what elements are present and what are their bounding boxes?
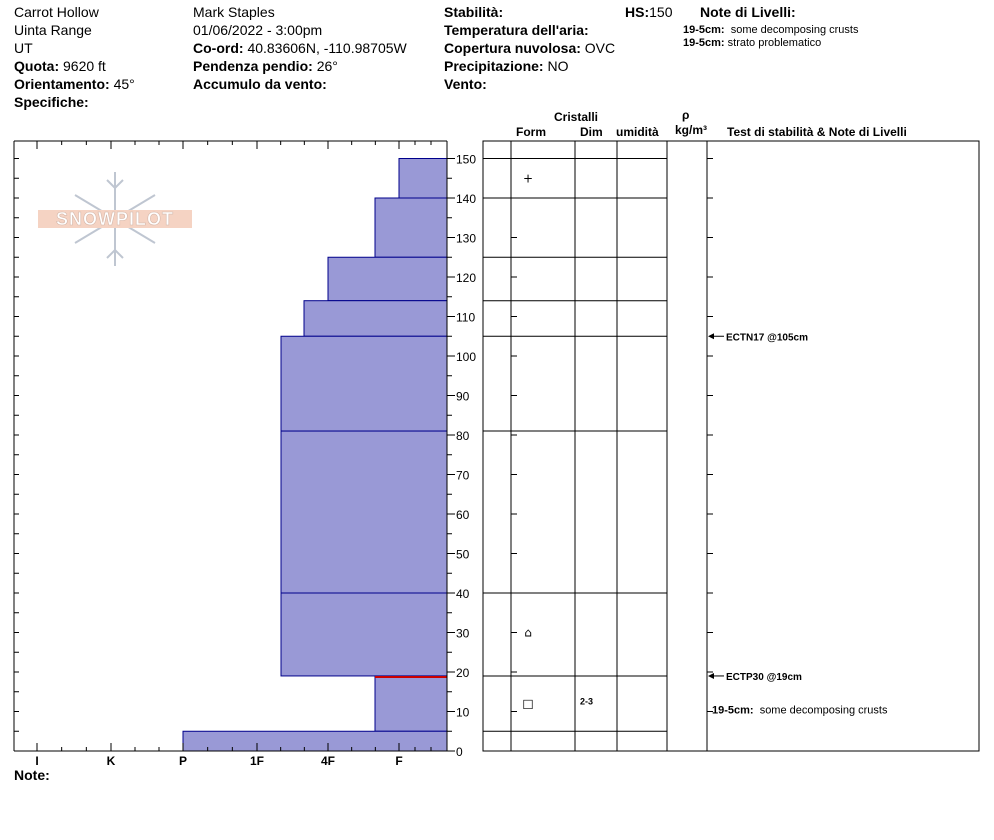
height-tick-label: 120 (456, 271, 477, 285)
layer-note-entry (712, 705, 888, 717)
height-tick-label: 50 (456, 547, 470, 562)
layer-note-2-label: 19-5cm: (683, 37, 725, 49)
tests-header: Test di stabilità & Note di Livelli (727, 125, 907, 139)
layer-note-entry-text: some decomposing crusts (753, 704, 888, 717)
cloud-value: OVC (584, 40, 616, 56)
form-header: Form (516, 125, 546, 139)
height-tick-label: 100 (456, 350, 477, 364)
hardness-layer-bar (399, 159, 447, 199)
stability-test-arrow-head (708, 333, 714, 339)
layer-note-2-text: strato problematico (727, 37, 822, 49)
height-tick-label: 40 (456, 587, 470, 601)
hs-label: HS: (625, 4, 650, 20)
hardness-tick-label: P (178, 754, 188, 768)
hardness-tick-label: K (106, 754, 116, 768)
hardness-layer-bar (281, 431, 447, 593)
notes-label: Note: (14, 767, 50, 783)
location: Carrot Hollow (14, 4, 99, 20)
grain-form-symbol: + (522, 171, 534, 186)
hs-value: 150 (649, 4, 673, 20)
layer-note-entry-label: 19-5cm: (712, 704, 754, 717)
elevation-label: Quota: (14, 58, 60, 74)
layer-note-1-text: some decomposing crusts (730, 24, 859, 36)
wind-loading-label: Accumulo da vento: (193, 76, 327, 92)
observer: Mark Staples (193, 4, 275, 20)
slope-value: 26° (316, 58, 338, 74)
state: UT (14, 40, 33, 56)
snowpilot-logo (38, 172, 192, 266)
hardness-tick-label: 1F (249, 754, 265, 768)
layer-notes-title: Note di Livelli: (700, 4, 796, 20)
grain-size-label: 2-3 (580, 696, 594, 707)
grain-form-symbol: □ (522, 696, 534, 711)
hardness-layer-bar (375, 198, 447, 257)
aspect-label: Orientamento: (14, 76, 110, 92)
range: Uinta Range (14, 22, 92, 38)
hardness-tick-label: I (35, 754, 39, 768)
aspect-value: 45° (113, 76, 135, 92)
stability-label: Stabilità: (444, 4, 504, 20)
elevation-value: 9620 ft (63, 58, 106, 74)
rho-header: ρ (682, 108, 690, 122)
hardness-tick-label: 4F (320, 754, 336, 768)
air-temp-label: Temperatura dell'aria: (444, 22, 589, 38)
height-tick-label: 60 (456, 508, 470, 522)
size-header: Dim (580, 125, 603, 139)
hardness-layer-bar (304, 301, 447, 337)
height-tick-label: 80 (456, 429, 470, 443)
height-tick-label: 20 (456, 666, 470, 680)
hardness-layer-bar (183, 731, 447, 751)
table-frame (483, 141, 979, 751)
hardness-layer-bar (281, 593, 447, 676)
coord-value: 40.83606N, -110.98705W (247, 40, 407, 56)
hardness-tick-label: F (395, 754, 403, 768)
density-header: kg/m³ (675, 123, 708, 137)
height-tick-label: 150 (456, 152, 477, 167)
stability-test-label: ECTP30 @19cm (726, 671, 802, 683)
datetime: 01/06/2022 - 3:00pm (193, 22, 323, 38)
cloud-label: Copertura nuvolosa: (444, 40, 581, 56)
hardness-layer-bar (375, 676, 447, 731)
crystals-header: Cristalli (554, 110, 599, 124)
grain-form-symbol: ⌂ (524, 625, 532, 640)
height-tick-label: 90 (456, 389, 470, 404)
height-tick-label: 70 (456, 468, 470, 483)
logo-text: SNOWPILOT (56, 209, 174, 229)
height-tick-label: 30 (456, 626, 470, 641)
height-tick-label: 0 (456, 745, 463, 759)
height-tick-label: 140 (456, 192, 477, 206)
wind-label: Vento: (444, 76, 487, 92)
moisture-header: umidità (616, 125, 659, 139)
stability-test-arrow-head (708, 673, 714, 679)
precip-value: NO (547, 58, 569, 74)
hardness-layer-bar (281, 336, 447, 431)
height-tick-label: 10 (456, 705, 470, 720)
slope-label: Pendenza pendio: (193, 58, 313, 74)
height-tick-label: 130 (456, 231, 477, 246)
hardness-layer-bar (328, 257, 447, 300)
precip-label: Precipitazione: (444, 58, 544, 74)
coord-label: Co-ord: (193, 40, 244, 56)
specifics-label: Specifiche: (14, 94, 89, 110)
stability-test-label: ECTN17 @105cm (726, 332, 809, 344)
height-tick-label: 110 (456, 310, 476, 325)
layer-note-1-label: 19-5cm: (683, 24, 725, 36)
